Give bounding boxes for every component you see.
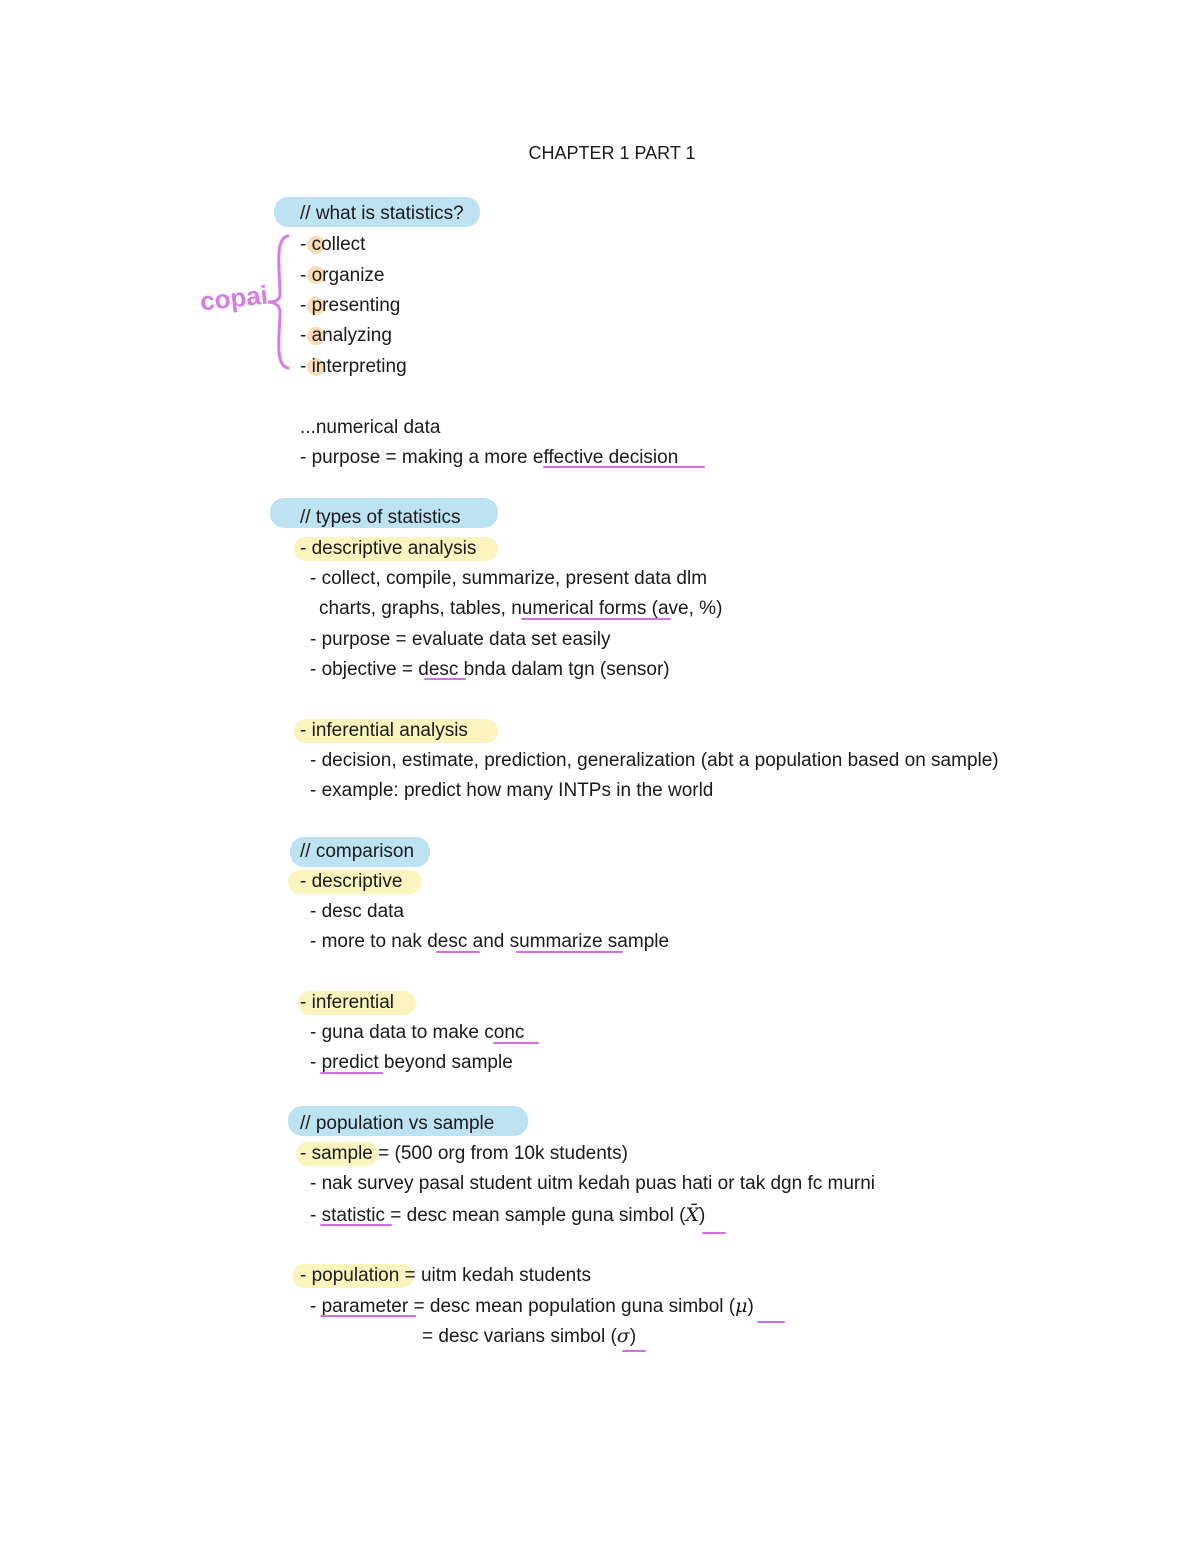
text-segment: - [310, 1205, 322, 1226]
text-line [300, 1142, 628, 1166]
underline [757, 1321, 785, 1323]
underline [493, 1042, 539, 1044]
label-inferential: - inferential [300, 992, 394, 1013]
list-item: - collect [300, 234, 366, 255]
text-segment: - guna data to make [310, 1022, 485, 1043]
text-segment: beyond sample [378, 1052, 513, 1073]
section-heading-what-is-statistics: // what is statistics? [300, 203, 464, 224]
text-segment: = desc mean sample guna simbol ( [384, 1205, 686, 1226]
underlined-term: conc [484, 1022, 525, 1043]
text-segment: bnda dalam tgn (sensor) [458, 659, 670, 680]
label-sample: - sample [300, 1143, 373, 1164]
text-line [310, 658, 670, 682]
underlined-term: predict [321, 1052, 379, 1073]
text-segment: - [310, 1052, 322, 1073]
underline [436, 951, 480, 953]
text-segment: - objective = [310, 659, 419, 680]
text-line: ...numerical data [300, 417, 441, 438]
text-segment: (ave, %) [646, 598, 723, 619]
text-segment: = desc varians simbol ( [422, 1326, 617, 1347]
text-segment: = (500 org from 10k students) [372, 1143, 628, 1164]
text-segment: charts, graphs, tables, [319, 598, 512, 619]
section-heading-comparison: // comparison [300, 841, 415, 862]
text-segment: - purpose = making a more [300, 447, 533, 468]
text-segment: and [467, 931, 510, 952]
underline [516, 951, 623, 953]
text-line: - decision, estimate, prediction, generalization (abt a population based on sample) [310, 750, 999, 771]
text-line [422, 1324, 636, 1349]
list-item: - presenting [300, 295, 401, 316]
handwritten-note: copai [198, 279, 270, 317]
underline [424, 678, 466, 680]
text-segment: = uitm kedah students [399, 1265, 591, 1286]
underlined-term: desc [418, 659, 459, 680]
text-segment: sample [602, 931, 670, 952]
underline [320, 1072, 383, 1074]
underline [320, 1315, 416, 1317]
section-heading-types-of-statistics: // types of statistics [300, 507, 461, 528]
underline [702, 1232, 726, 1234]
text-segment: - [310, 1296, 322, 1317]
symbol-x-bar: X̄ [685, 1204, 699, 1226]
symbol-sigma: σ [616, 1325, 630, 1347]
list-item: - interpreting [300, 356, 407, 377]
text-line: - nak survey pasal student uitm kedah puas hati or tak dgn fc murni [310, 1173, 876, 1194]
text-segment: ) [747, 1296, 754, 1317]
label-population: - population [300, 1265, 400, 1286]
list-item: - analyzing [300, 325, 392, 346]
symbol-mu: μ [735, 1295, 748, 1317]
underlined-term: summarize [509, 931, 603, 952]
list-item: - organize [300, 265, 385, 286]
underline [543, 466, 705, 468]
underline [320, 1224, 392, 1226]
label-inferential-analysis: - inferential analysis [300, 720, 468, 741]
text-segment: ) [629, 1326, 637, 1347]
underline [622, 1350, 646, 1352]
text-segment: - more to nak [310, 931, 428, 952]
text-segment: = desc mean population guna simbol ( [408, 1296, 736, 1317]
underlined-term: statistic [321, 1205, 385, 1226]
underlined-term: parameter [321, 1296, 409, 1317]
section-heading-population-vs-sample: // population vs sample [300, 1113, 495, 1134]
label-descriptive-analysis: - descriptive analysis [300, 538, 477, 559]
text-line [300, 1264, 591, 1288]
underlined-term: numerical forms [511, 598, 647, 619]
underlined-term: desc [427, 931, 468, 952]
label-descriptive: - descriptive [300, 871, 403, 892]
page-title: CHAPTER 1 PART 1 [528, 143, 696, 163]
underlined-term: effective decision [532, 447, 679, 468]
text-line: - collect, compile, summarize, present data dlm [310, 568, 708, 589]
text-segment: ) [698, 1205, 706, 1226]
text-line: - example: predict how many INTPs in the world [310, 780, 714, 801]
text-line: - purpose = evaluate data set easily [310, 629, 611, 650]
text-line: - desc data [310, 901, 404, 922]
underline [521, 618, 671, 620]
